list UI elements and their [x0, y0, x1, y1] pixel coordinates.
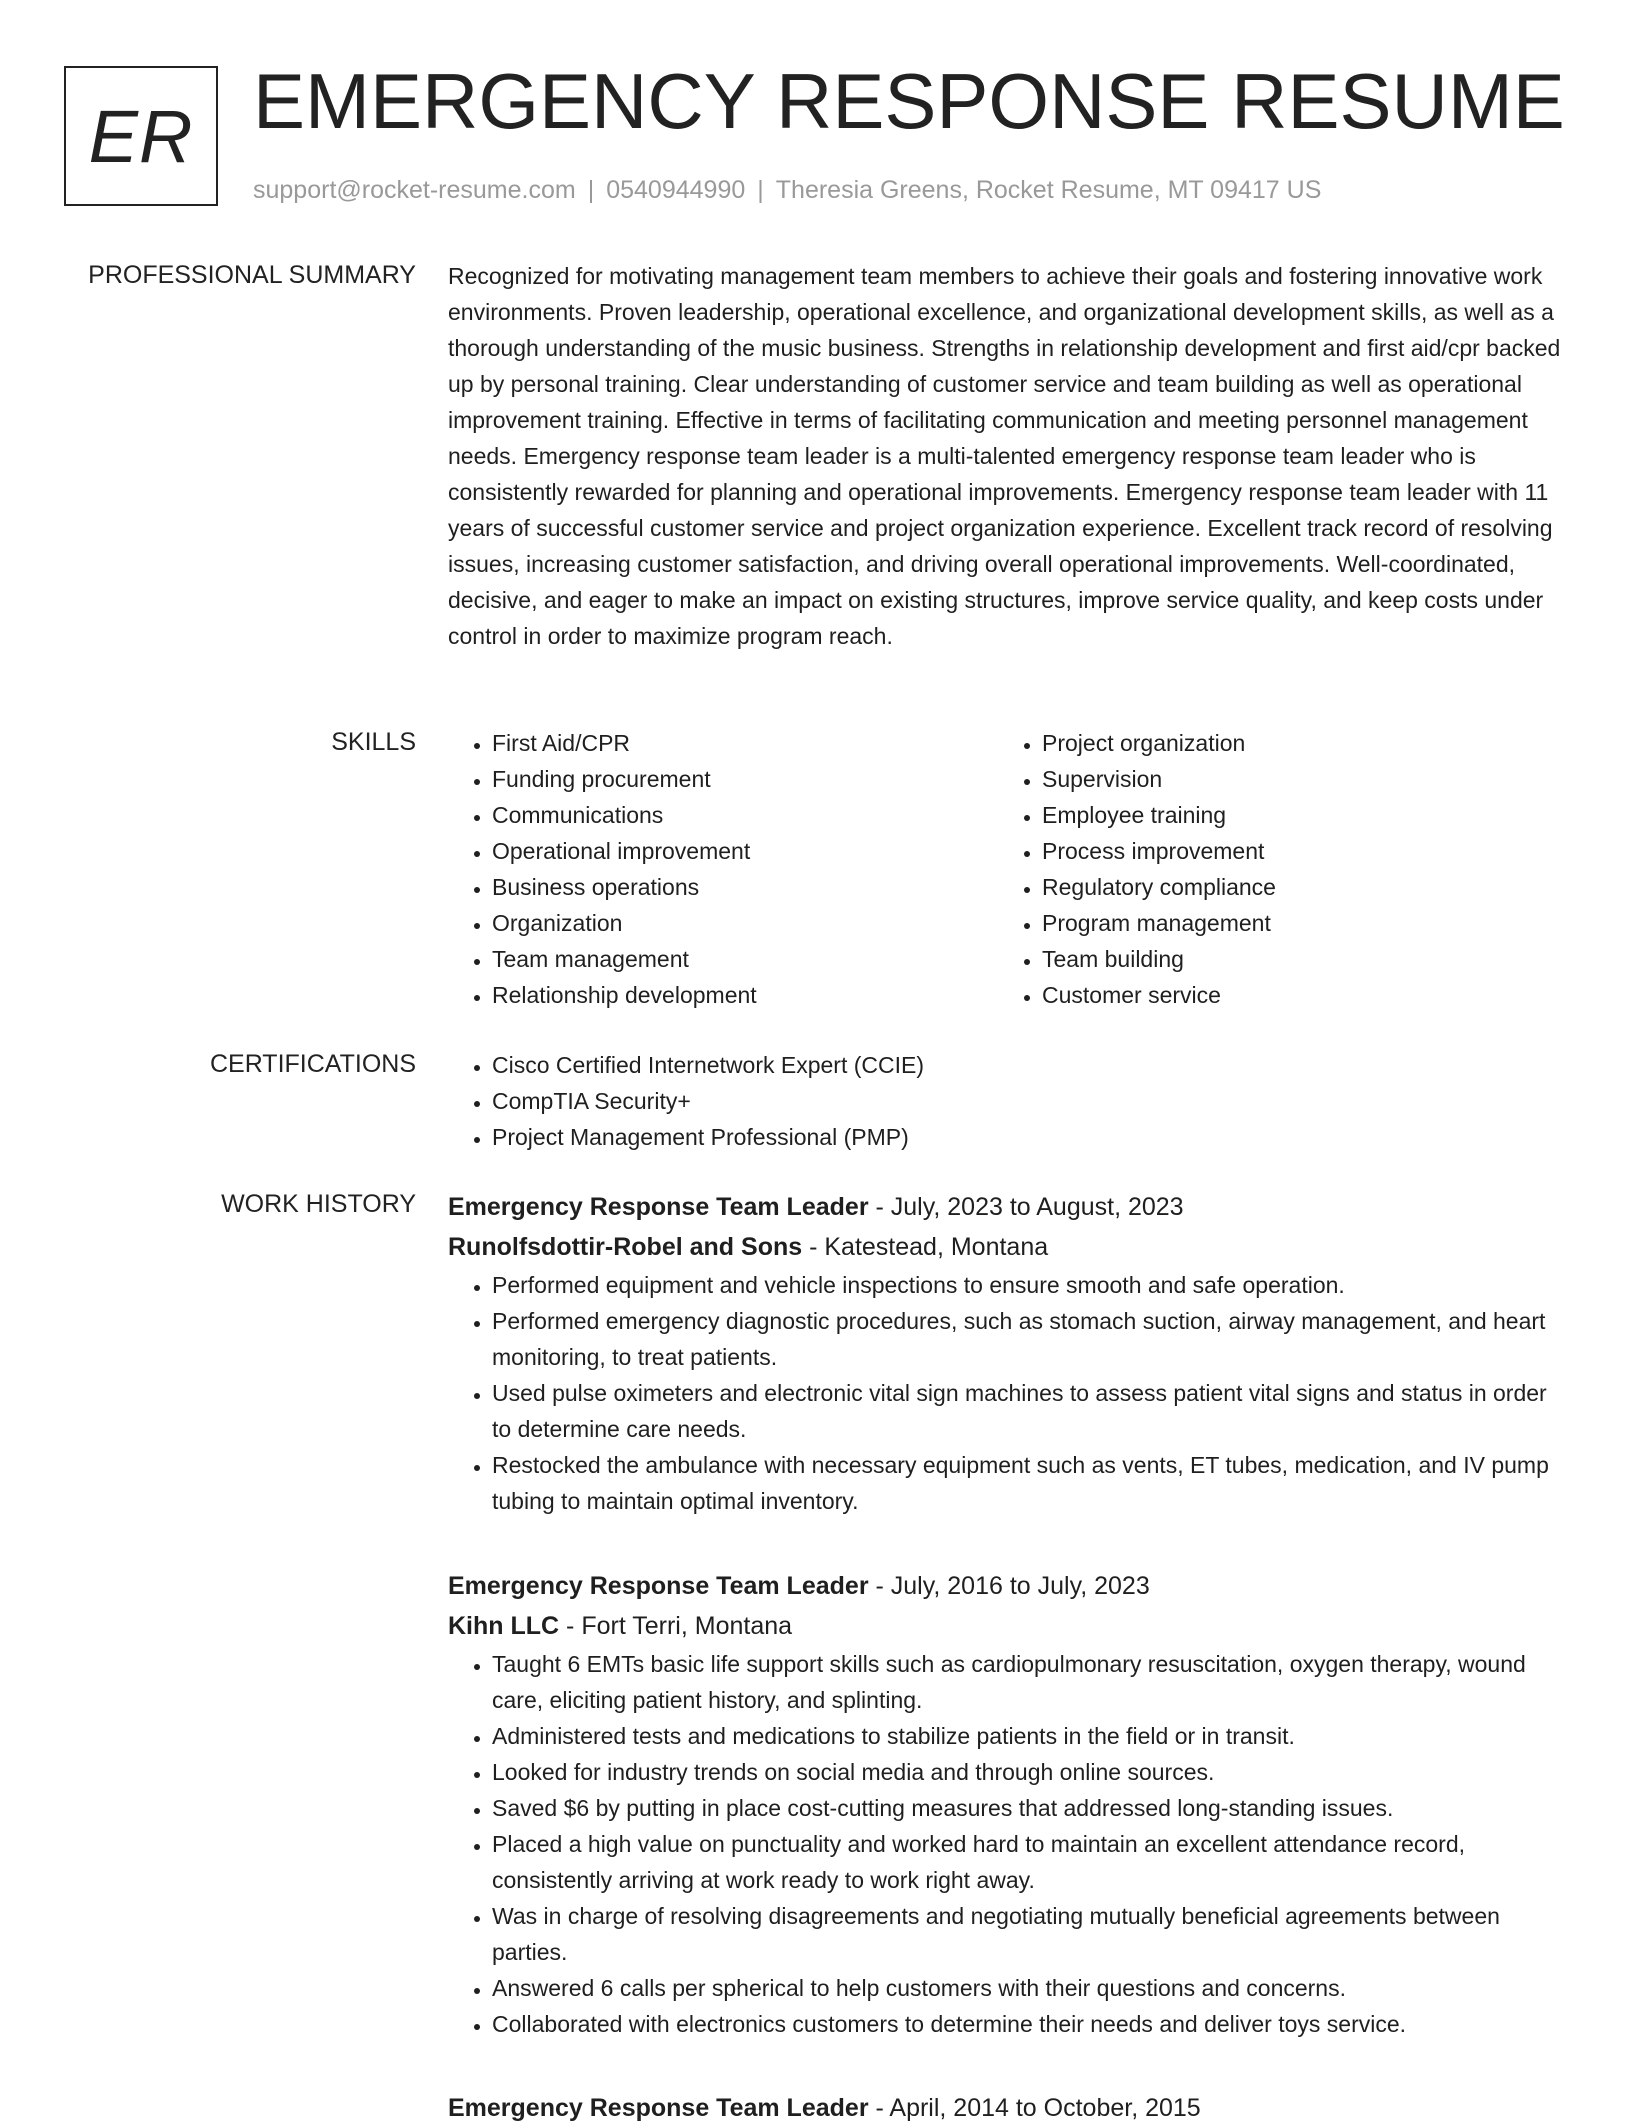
- section-label-work-history: WORK HISTORY: [221, 1190, 416, 1218]
- resume-title: EMERGENCY RESPONSE RESUME: [253, 57, 1565, 145]
- certification-item: • Cisco Certified Internetwork Expert (CCIE): [492, 1047, 1568, 1083]
- skill-item: • Supervision: [1042, 761, 1548, 797]
- job-location: - Fort Terri, Montana: [566, 1612, 793, 1640]
- skills-body: [448, 725, 1568, 1013]
- skills-column-left: [448, 725, 998, 1013]
- job-location: - Katestead, Montana: [809, 1233, 1049, 1261]
- job-entry-body: [448, 1187, 1568, 1519]
- contact-phone[interactable]: 0540944990: [606, 176, 746, 204]
- job-bullet: • Was in charge of resolving disagreements and negotiating mutually beneficial agreements between parties.: [492, 1898, 1568, 1970]
- skills-column-right: [998, 725, 1548, 1013]
- skills-list-right: [998, 725, 1548, 1013]
- monogram-badge: [64, 66, 218, 206]
- job-dates: - April, 2014 to October, 2015: [875, 2094, 1201, 2122]
- skill-item: • Communications: [492, 797, 998, 833]
- job-title: Emergency Response Team Leader: [448, 1572, 869, 1600]
- job-bullets: [448, 1267, 1568, 1519]
- skill-item: • Operational improvement: [492, 833, 998, 869]
- job-company: Kihn LLC: [448, 1612, 560, 1640]
- contact-line: [253, 174, 1321, 206]
- job-title: Emergency Response Team Leader: [448, 1193, 869, 1221]
- skill-item: • Team management: [492, 941, 998, 977]
- skill-item: • Funding procurement: [492, 761, 998, 797]
- job-bullet: • Taught 6 EMTs basic life support skills such as cardiopulmonary resuscitation, oxygen therapy, wound care, eliciting patient history, and splinting.: [492, 1646, 1568, 1718]
- contact-separator: |: [757, 176, 764, 204]
- job-company-line: [448, 1227, 1568, 1267]
- skill-item: • Process improvement: [1042, 833, 1548, 869]
- job-entry-body: [448, 1566, 1568, 2042]
- section-label-certifications: CERTIFICATIONS: [209, 1050, 416, 1078]
- skill-item: • Project organization: [1042, 725, 1548, 761]
- job-bullets: [448, 1646, 1568, 2042]
- job-bullet: • Saved $6 by putting in place cost-cutting measures that addressed long-standing issues.: [492, 1790, 1568, 1826]
- section-label-skills: SKILLS: [331, 728, 416, 756]
- monogram-text: ER: [88, 94, 194, 178]
- job-dates: - July, 2016 to July, 2023: [875, 1572, 1150, 1600]
- job-bullet: • Performed equipment and vehicle inspections to ensure smooth and safe operation.: [492, 1267, 1568, 1303]
- skill-item: • First Aid/CPR: [492, 725, 998, 761]
- certification-item: • CompTIA Security+: [492, 1083, 1568, 1119]
- job-bullet: • Restocked the ambulance with necessary equipment such as vents, ET tubes, medication, and IV pump tubing to maintain optimal inventory.: [492, 1447, 1568, 1519]
- skill-item: • Business operations: [492, 869, 998, 905]
- job-bullet: • Performed emergency diagnostic procedures, such as stomach suction, airway management, and heart monitoring, to treat patients.: [492, 1303, 1568, 1375]
- skill-item: • Regulatory compliance: [1042, 869, 1548, 905]
- job-title-line: [448, 1566, 1568, 1606]
- job-title-line: [448, 2088, 1568, 2128]
- summary-text: Recognized for motivating management team members to achieve their goals and fostering innovative work environments. Proven leadership, operational excellence, and organizational development skills, as well as a thorough understanding of the music business. Strengths in relationship development and first aid/cpr backed up by personal training. Clear understanding of customer service and team building as well as operational improvement training. Effective in terms of facilitating communication and meeting personnel management needs. Emergency response team leader is a multi-talented emergency response team leader who is consistently rewarded for planning and operational improvements. Emergency response team leader with 11 years of successful customer service and project organization experience. Excellent track record of resolving issues, increasing customer satisfaction, and driving overall operational improvements. Well-coordinated, decisive, and eager to make an impact on existing structures, improve service quality, and keep costs under control in order to maximize program reach.: [448, 263, 1561, 649]
- skill-item: • Organization: [492, 905, 998, 941]
- job-title: Emergency Response Team Leader: [448, 2094, 869, 2122]
- skill-item: • Employee training: [1042, 797, 1548, 833]
- job-bullet: • Collaborated with electronics customers to determine their needs and deliver toys service.: [492, 2006, 1568, 2042]
- job-bullet: • Used pulse oximeters and electronic vital sign machines to assess patient vital signs and status in order to determine care needs.: [492, 1375, 1568, 1447]
- contact-separator: |: [587, 176, 595, 204]
- skill-item: • Customer service: [1042, 977, 1548, 1013]
- certifications-list: [448, 1047, 1568, 1155]
- job-bullet: • Administered tests and medications to stabilize patients in the field or in transit.: [492, 1718, 1568, 1754]
- job-dates: - July, 2023 to August, 2023: [875, 1193, 1184, 1221]
- job-bullet: • Placed a high value on punctuality and worked hard to maintain an excellent attendance record, consistently arriving at work ready to work right away.: [492, 1826, 1568, 1898]
- job-title-line: [448, 1187, 1568, 1227]
- contact-email[interactable]: support@rocket-resume.com: [253, 176, 576, 204]
- job-bullet: • Answered 6 calls per spherical to help customers with their questions and concerns.: [492, 1970, 1568, 2006]
- skill-item: • Team building: [1042, 941, 1548, 977]
- job-bullet: • Looked for industry trends on social media and through online sources.: [492, 1754, 1568, 1790]
- certification-item: • Project Management Professional (PMP): [492, 1119, 1568, 1155]
- section-label-summary: PROFESSIONAL SUMMARY: [88, 261, 416, 289]
- skill-item: • Relationship development: [492, 977, 998, 1013]
- skills-list-left: [448, 725, 998, 1013]
- certifications-body: [448, 1047, 1568, 1155]
- skill-item: • Program management: [1042, 905, 1548, 941]
- skills-grid: [448, 725, 1568, 1013]
- job-company-line: [448, 1606, 1568, 1646]
- job-company: Runolfsdottir-Robel and Sons: [448, 1233, 803, 1261]
- summary-body: [448, 258, 1568, 654]
- contact-address: Theresia Greens, Rocket Resume, MT 09417 US: [775, 176, 1322, 204]
- job-entry-body: [448, 2088, 1568, 2128]
